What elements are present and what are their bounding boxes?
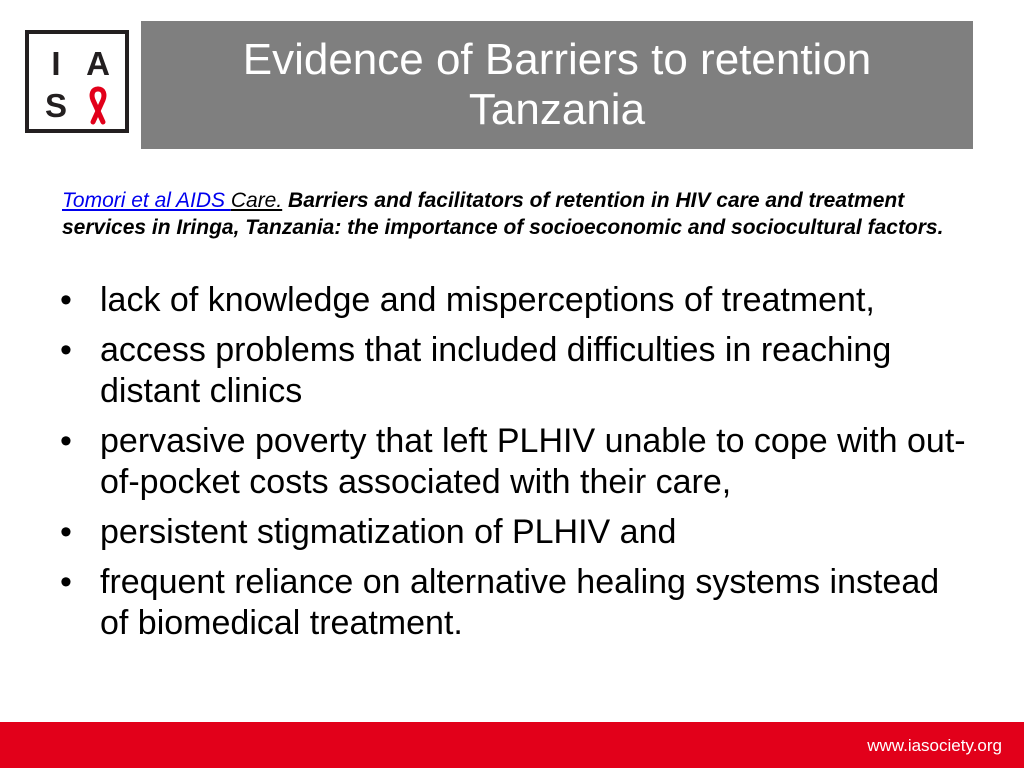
list-item-text: persistent stigmatization of PLHIV and <box>100 513 677 551</box>
list-item <box>60 330 970 412</box>
logo-letter-s: S <box>44 87 67 124</box>
list-item <box>60 512 970 553</box>
list-item-text: access problems that included difficulties in reaching distant clinics <box>100 331 892 410</box>
bullet-icon: • <box>60 422 72 460</box>
red-ribbon-icon <box>83 86 113 126</box>
list-item-text: frequent reliance on alternative healing systems instead of biomedical treatment. <box>100 563 940 642</box>
slide-title <box>223 35 892 135</box>
citation-journal-link[interactable]: Care. <box>230 189 283 212</box>
citation <box>62 187 952 241</box>
title-line-2: Tanzania <box>468 85 646 134</box>
bullet-icon: • <box>60 513 72 551</box>
citation-authors-link[interactable]: Tomori et al AIDS <box>62 189 231 212</box>
logo-letter-i: I <box>51 45 61 82</box>
bullet-icon: • <box>60 331 72 369</box>
title-line-1: Evidence of Barriers to retention <box>242 35 872 84</box>
list-item <box>60 421 970 503</box>
citation-article-title: Barriers and facilitators of retention in HIV care and treatment services in Iringa, Tanzania: the importance of socioeconomic and sociocultural factors. <box>62 189 944 239</box>
list-item <box>60 280 970 321</box>
ias-logo <box>25 30 129 133</box>
title-banner <box>141 21 973 149</box>
footer-bar <box>0 722 1024 768</box>
logo-letter-a: A <box>86 45 110 82</box>
list-item-text: pervasive poverty that left PLHIV unable to cope with out-of-pocket costs associated with their care, <box>100 422 966 501</box>
list-item <box>60 562 970 644</box>
list-item-text: lack of knowledge and misperceptions of treatment, <box>100 281 875 319</box>
bullet-icon: • <box>60 281 72 319</box>
footer-website-link[interactable]: www.iasociety.org <box>867 736 1002 755</box>
bullet-icon: • <box>60 563 72 601</box>
barrier-list <box>60 280 970 653</box>
